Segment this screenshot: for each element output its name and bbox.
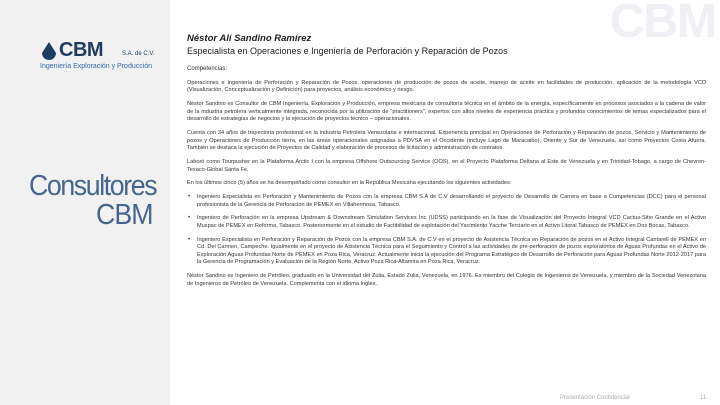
paragraph-trayectoria: Cuenta con 34 años de trayectoria profesional en la industria Petrolera Venezolana e internacional. Experiencia principal en Operaciones de Perforación y Reparación de pozos, Servicio y Mantenimiento de pozos y Operaciones de Producción tierra, en las áreas operacionales asignadas a PDVSA en el Occidente (incluye Lago de Maracaibo), Oriente y Sur de Venezuela, así como Proyectos Costa Afuera. También se destaca la ejecución de Proyectos de Calidad y elaboración de procesos de licitación y administración de contratos. — [187, 130, 706, 152]
watermark-logo: CBM — [609, 0, 716, 48]
sidebar-title-line1: Consultores — [29, 170, 157, 202]
paragraph-tourpusher: Laboró como Tourpusher en la Plataforma Arctic I con la empresa Offshore Outsourcing Service (OOS), en el Proyecto Plataforma Deltana al Este de Venezuela y en Trinidad-Tobago, a cargo de Chevron-Texaco-Global Santa Fe. — [187, 159, 706, 173]
profile-name: Néstor Alí Sandino Ramírez — [187, 33, 312, 44]
page-number: 11 — [700, 395, 707, 401]
list-item-text: Ingeniero de Perforación en la empresa Upstream & Downstream Simulation Services Inc (UDSS) participando en la fase de Visualización del Proyecto Integral VCD Cactus-Sitio Grande en el Activo Muspac de PEMEX en Reforma, Tabasco. Posteriormente en el estudio de Factibilidad de explotación del Yacimiento Yacche Terciario en el Activo Litoral Tabasco de PEMEX en Dos Bocas, Tabasco. — [197, 215, 706, 230]
paragraph-ultimos-anos: En los últimos cinco (5) años se ha desempeñado como consultor en la República Mexicana ejecutando los siguientes actividades: — [187, 180, 512, 187]
sidebar-title-line2: CBM — [96, 199, 153, 231]
list-item-text: Ingeniero Especialista en Perforación y Mantenimiento de Pozos con la empresa CBM S.A de C.V desarrollando el proyecto de Desarrollo de Carrera en base a Competencias (DCC) para el personal profesionista de la Gerencia de Perforación de PEMEX en Villahermosa, Tabasco. — [197, 194, 706, 208]
paragraph-competencias: Operaciones e Ingeniería de Perforación y Reparación de Pozos, operaciones de producción de pozos de aceite, manejo de aceite en facilidades de producción, aplicación de la metodología VCD (Visualización, Conceptualización y Definición) para proyectos, análisis económico y riesgo. — [187, 79, 706, 94]
list-item — [188, 236, 706, 267]
footer-label: Presentación Confidencial — [560, 395, 630, 401]
cbm-logo — [40, 40, 165, 76]
activities-list — [187, 194, 706, 267]
logo-suffix: S.A. de C.V. — [122, 51, 155, 57]
list-item-text: Ingeniero Especialista en Perforación y Reparación de Pozos con la empresa CBM S.A. de C.V en el proyecto de Asistencia Técnica en Reparación de pozos en el Activo Integral Cantarell de PEMEX en Cd. Del Carmen, Campeche. Igualmente en el proyecto de Asistencia Técnica para el Seguimiento y Control a las actividades de pre-perforación de pozos exploratorios de Aguas Profundas en el Activo de Exploración Aguas Profundas Norte de PEMEX en Poza Rica, Veracruz. Actualmente inicia la ejecución del Programa Estratégico de Desarrollo de Perforación para Aguas Profundas Norte 2012-2017 para la Gerencia de Programación y Evaluación de la Región Norte, Activo Poza Rica-Altamira en Poza Rica, Veracruz. — [197, 236, 706, 266]
paragraph-consultor: Néstor Sandino es Consultor de CBM Ingeniería, Exploración y Producción, empresa mexicana de consultoría técnica en el ámbito de la energía, específicamente en procesos asociados a la cadena de valor de la industria petrolera verticalmente integrada, reconocida por la utilización de "practitioners", expertos con altos niveles de experiencia práctica y profundos conocimientos de temas especializados para el desarrollo de estrategias de negocios y la ejecución de proyectos técnico – operacionales. — [187, 101, 706, 123]
list-item — [188, 215, 706, 230]
drop-logo-icon — [40, 42, 58, 62]
logo-tagline: Ingeniería Exploración y Producción — [40, 63, 153, 70]
profile-role: Especialista en Operaciones e Ingeniería de Perforación y Reparación de Pozos — [187, 46, 508, 56]
bullet-icon: • — [188, 194, 191, 201]
profile-header — [187, 33, 707, 57]
bullet-icon: • — [188, 215, 191, 222]
competencias-title: Competencias: — [187, 66, 228, 72]
bullet-icon: • — [188, 236, 191, 243]
logo-brand: CBM — [59, 39, 104, 61]
paragraph-closing: Néstor Sandino es Ingeniero de Petróleo, graduado en la Universidad del Zulia, Estado Zulia, Venezuela, en 1976. Es miembro del Colegio de Ingenieros de Venezuela, y miembro de la Sociedad Venezolana de Ingenieros de Petróleo de Venezuela. Complementa con el idioma Ingles. — [187, 273, 706, 287]
profile-content — [187, 66, 706, 295]
list-item — [188, 194, 706, 209]
